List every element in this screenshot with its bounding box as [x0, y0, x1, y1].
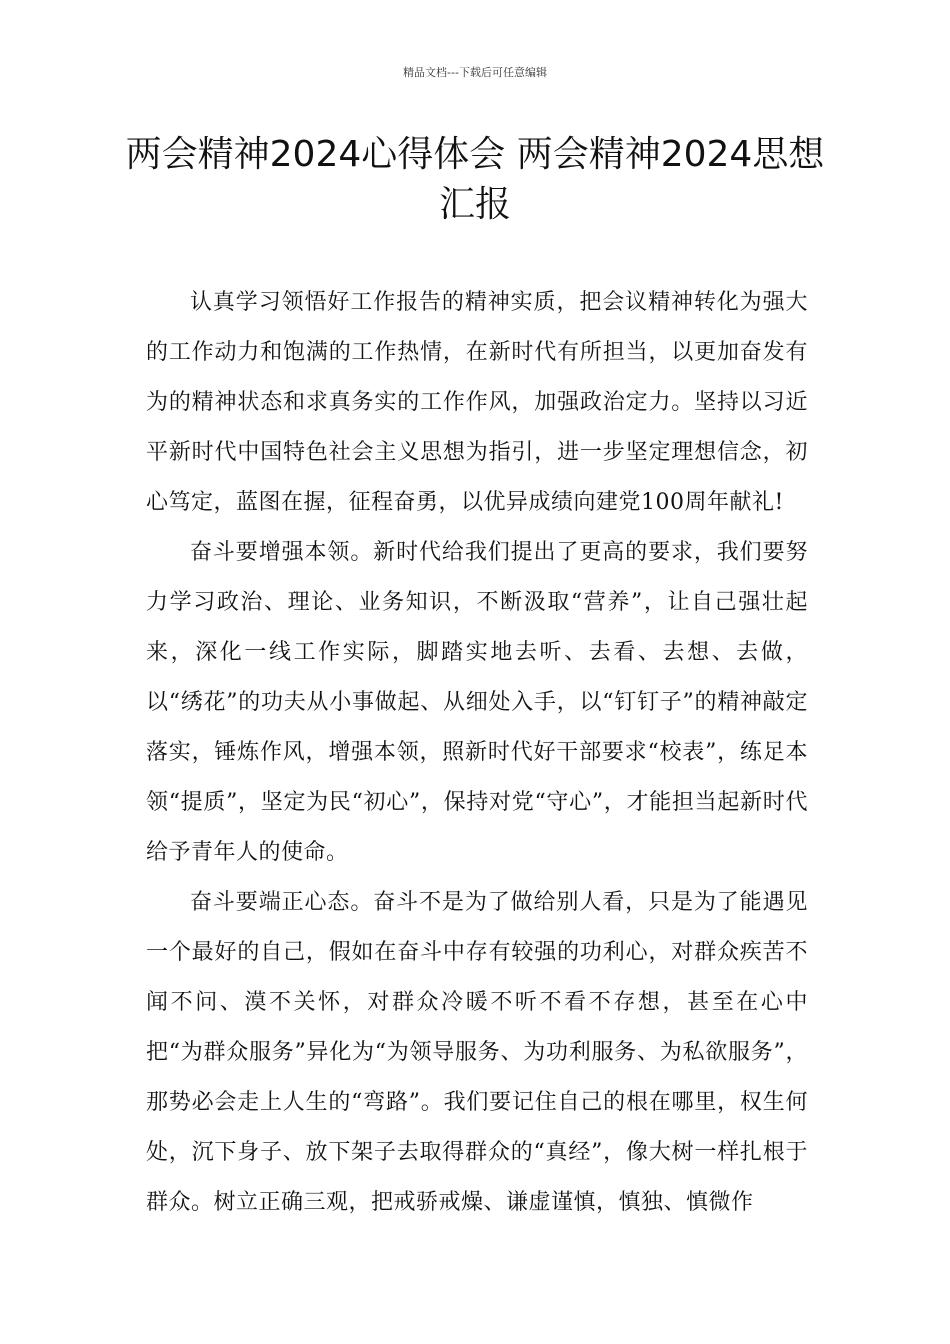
paragraph-1: 认真学习领悟好工作报告的精神实质，把会议精神转化为强大的工作动力和饱满的工作热情，在新时代有所担当，以更加奋发有为的精神状态和求真务实的工作作风，加强政治定力。坚持以习近平新时代中国特色社会主义思想为指引，进一步坚定理想信念，初心笃定，蓝图在握，征程奋勇，以优异成绩向建党100周年献礼!	[146, 290, 808, 515]
document-title: 两会精神2024心得体会 两会精神2024思想汇报	[125, 134, 825, 225]
paragraph-2: 奋斗要增强本领。新时代给我们提出了更高的要求，我们要努力学习政治、理论、业务知识，不断汲取“营养”，让自己强壮起来，深化一线工作实际，脚踏实地去听、去看、去想、去做，以“绣花”的功夫从小事做起、从细处入手，以“钉钉子”的精神敲定落实，锤炼作风，增强本领，照新时代好干部要求“校表”，练足本领“提质”，坚定为民“初心”，保持对党“守心”，才能担当起新时代给予青年人的使命。	[146, 540, 808, 865]
header-note: 精品文档---下载后可任意编辑	[403, 66, 547, 79]
paragraph-3: 奋斗要端正心态。奋斗不是为了做给别人看，只是为了能遇见一个最好的自己，假如在奋斗中存有较强的功利心，对群众疾苦不闻不问、漠不关怀，对群众冷暖不听不看不存想，甚至在心中把“为群众服务”异化为“为领导服务、为功利服务、为私欲服务”，那势必会走上人生的“弯路”。我们要记住自己的根在哪里，权生何处，沉下身子、放下架子去取得群众的“真经”，像大树一样扎根于群众。树立正确三观，把戒骄戒燥、谦虚谨慎，慎独、慎微作	[146, 890, 808, 1215]
document-body	[146, 278, 808, 1228]
